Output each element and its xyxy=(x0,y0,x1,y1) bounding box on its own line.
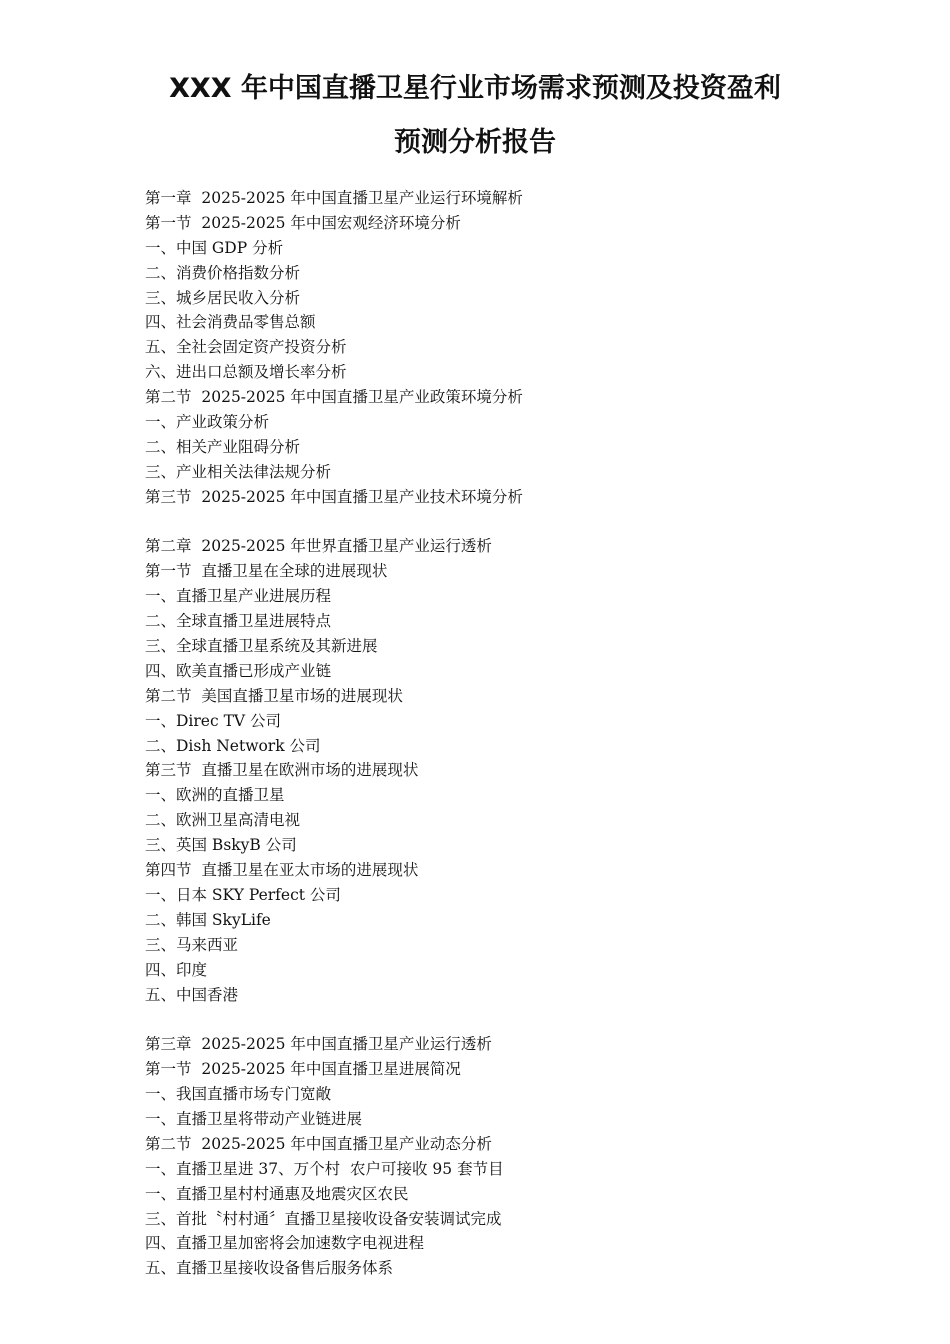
toc-entry: 三、全球直播卫星系统及其新进展 xyxy=(145,637,378,656)
toc-entry: 第三章 2025-2025 年中国直播卫星产业运行透析 xyxy=(145,1035,492,1054)
toc-entry: 一、Direc TV 公司 xyxy=(145,711,282,730)
toc-spacer xyxy=(145,510,845,535)
toc-entry: 三、首批〝村村通〞直播卫星接收设备安装调试完成 xyxy=(145,1209,502,1228)
toc-entry: 四、欧美直播已形成产业链 xyxy=(145,661,332,680)
toc-entry: 一、直播卫星进 37、万个村 农户可接收 95 套节目 xyxy=(145,1159,504,1178)
toc-entry: 第一章 2025-2025 年中国直播卫星产业运行环境解析 xyxy=(145,189,523,207)
toc-entry: 第二章 2025-2025 年世界直播卫星产业运行透析 xyxy=(145,537,492,556)
toc-entry: 三、城乡居民收入分析 xyxy=(145,288,301,307)
toc-entry: 第四节 直播卫星在亚太市场的进展现状 xyxy=(145,861,419,880)
toc-entry: 二、相关产业阻碍分析 xyxy=(145,437,301,456)
toc-entry: 五、全社会固定资产投资分析 xyxy=(145,338,347,357)
report-title-line-2: 预测分析报告 xyxy=(394,127,556,158)
toc-entry: 一、直播卫星产业进展历程 xyxy=(145,587,332,606)
toc-entry: 第三节 直播卫星在欧洲市场的进展现状 xyxy=(145,761,419,780)
toc-entry: 三、产业相关法律法规分析 xyxy=(145,462,332,481)
toc-entry: 第三节 2025-2025 年中国直播卫星产业技术环境分析 xyxy=(145,487,523,506)
toc-entry: 五、中国香港 xyxy=(145,985,239,1004)
report-title xyxy=(60,62,890,170)
toc-entry: 一、欧洲的直播卫星 xyxy=(145,786,285,805)
toc-entry: 一、中国 GDP 分析 xyxy=(145,238,284,257)
toc-entry: 三、马来西亚 xyxy=(145,935,239,954)
report-title-line-1: XXX 年中国直播卫星行业市场需求预测及投资盈利 xyxy=(169,73,781,104)
toc-entry: 第二节 2025-2025 年中国直播卫星产业动态分析 xyxy=(145,1134,492,1153)
toc-entry: 二、全球直播卫星进展特点 xyxy=(145,612,332,631)
toc-entry: 二、韩国 SkyLife xyxy=(145,910,271,929)
toc-entry: 一、我国直播市场专门宽敞 xyxy=(145,1085,332,1104)
toc-entry: 第一节 2025-2025 年中国直播卫星进展简况 xyxy=(145,1060,461,1079)
toc-entry: 一、直播卫星将带动产业链进展 xyxy=(145,1109,363,1128)
table-of-contents xyxy=(145,186,845,1281)
toc-entry: 二、欧洲卫星高清电视 xyxy=(145,811,301,830)
toc-entry: 二、Dish Network 公司 xyxy=(145,736,321,755)
toc-entry: 第二节 2025-2025 年中国直播卫星产业政策环境分析 xyxy=(145,388,523,407)
toc-entry: 六、进出口总额及增长率分析 xyxy=(145,363,347,382)
toc-entry: 五、直播卫星接收设备售后服务体系 xyxy=(145,1259,394,1278)
toc-entry: 第二节 美国直播卫星市场的进展现状 xyxy=(145,686,403,705)
toc-entry: 二、消费价格指数分析 xyxy=(145,263,301,282)
toc-entry: 一、直播卫星村村通惠及地震灾区农民 xyxy=(145,1184,409,1203)
toc-entry: 四、印度 xyxy=(145,960,208,979)
toc-entry: 一、日本 SKY Perfect 公司 xyxy=(145,885,341,904)
toc-entry: 一、产业政策分析 xyxy=(145,413,270,432)
toc-entry: 第一节 直播卫星在全球的进展现状 xyxy=(145,562,388,581)
toc-entry: 第一节 2025-2025 年中国宏观经济环境分析 xyxy=(145,213,461,232)
toc-entry: 四、直播卫星加密将会加速数字电视进程 xyxy=(145,1234,425,1253)
toc-entry: 四、社会消费品零售总额 xyxy=(145,313,316,332)
toc-spacer xyxy=(145,1007,845,1032)
toc-entry: 三、英国 BskyB 公司 xyxy=(145,836,297,855)
